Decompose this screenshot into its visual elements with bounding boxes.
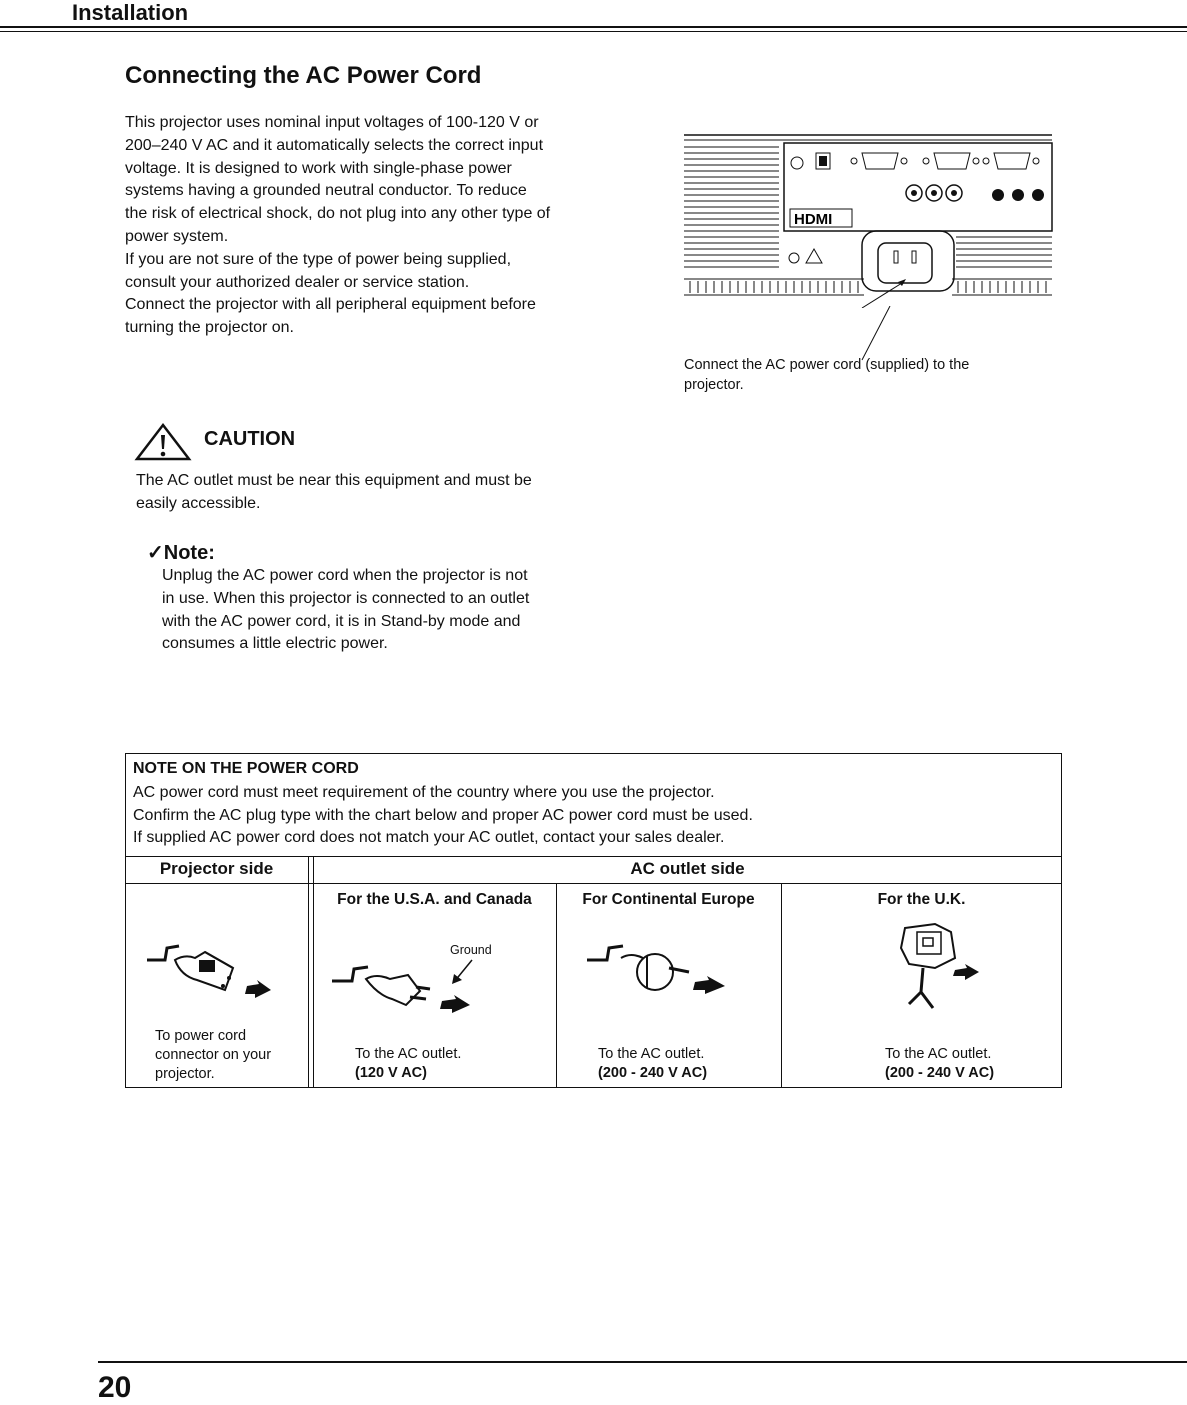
page-title: Connecting the AC Power Cord (125, 62, 482, 89)
region-header-usa-canada: For the U.S.A. and Canada (337, 891, 532, 908)
intro-line: This projector uses nominal input voltages of 100-120 V or (125, 114, 539, 131)
note-line: with the AC power cord, it is in Stand-by mode and (162, 612, 521, 630)
intro-paragraph (125, 112, 645, 340)
table-rule (781, 883, 782, 1088)
power-cord-note-heading: NOTE ON THE POWER CORD (133, 760, 359, 777)
caution-text (136, 470, 626, 516)
note-line: Unplug the AC power cord when the projector is not (162, 567, 528, 584)
usa-caption (355, 1045, 461, 1083)
region-header-uk: For the U.K. (877, 891, 966, 908)
voltage-label: (200 - 240 V AC) (885, 1065, 995, 1081)
caption-line: To the AC outlet. (598, 1046, 705, 1062)
intro-line: the risk of electrical shock, do not plug into any other type of (125, 205, 551, 223)
europe-caption (598, 1045, 707, 1083)
intro-line: systems having a grounded neutral conductor. To reduce (125, 182, 527, 200)
note-line: consumes a little electric power. (162, 635, 388, 653)
uk-caption (885, 1045, 994, 1083)
caution-title: CAUTION (204, 428, 296, 450)
intro-line: If you are not sure of the type of power being supplied, (125, 250, 512, 268)
intro-line: turning the projector on. (125, 319, 294, 337)
section-header: Installation (72, 0, 189, 25)
uk-plug-icon (895, 918, 985, 1018)
ground-pointer-arrow (448, 958, 478, 988)
power-cord-note-text (133, 782, 1053, 850)
table-rule (308, 856, 309, 1088)
column-header-ac-outlet-side: AC outlet side (630, 859, 745, 878)
caption-line: To the AC outlet. (885, 1046, 992, 1062)
caution-line: The AC outlet must be near this equipment and must be (136, 472, 532, 489)
note-title: ✓Note: (147, 542, 215, 564)
voltage-label: (120 V AC) (355, 1065, 427, 1081)
power-cord-note-line: If supplied AC power cord does not match your AC outlet, contact your sales dealer. (133, 829, 725, 846)
warning-triangle-icon (134, 422, 192, 462)
projector-rear-panel-illustration (684, 133, 1054, 308)
europe-plug-icon (585, 938, 735, 1003)
projector-side-caption (155, 1027, 271, 1084)
note-text (162, 565, 632, 656)
intro-line: 200–240 V AC and it automatically selects the correct input (125, 136, 544, 154)
footer-rule (98, 1361, 1187, 1363)
figure-caption (684, 355, 1034, 395)
hdmi-label: HDMI (794, 211, 833, 228)
intro-line: power system. (125, 227, 229, 245)
caution-line: easily accessible. (136, 494, 261, 512)
iec-connector-plug-icon (145, 938, 275, 1008)
caption-line: To the AC outlet. (355, 1046, 462, 1062)
caption-line: Connect the AC power cord (supplied) to the (684, 357, 970, 373)
power-cord-note-line: AC power cord must meet requirement of the country where you use the projector. (133, 784, 715, 801)
ground-label: Ground (450, 943, 492, 957)
intro-line: Connect the projector with all peripheral equipment before (125, 296, 536, 314)
table-rule (125, 883, 1062, 884)
intro-line: voltage. It is designed to work with single-phase power (125, 159, 512, 177)
caption-line: connector on your (155, 1047, 272, 1063)
table-rule (556, 883, 557, 1088)
region-header-continental-europe: For Continental Europe (582, 891, 755, 908)
page-number: 20 (98, 1371, 132, 1404)
caption-line: projector. (684, 377, 744, 393)
callout-leader-line (860, 306, 900, 362)
note-line: in use. When this projector is connected to an outlet (162, 589, 530, 607)
intro-line: consult your authorized dealer or service station. (125, 273, 470, 291)
header-rule-thin (0, 31, 1187, 32)
voltage-label: (200 - 240 V AC) (598, 1065, 708, 1081)
table-rule (125, 856, 1062, 857)
header-rule (0, 26, 1187, 28)
power-cord-note-line: Confirm the AC plug type with the chart below and proper AC power cord must be used. (133, 806, 753, 824)
caption-line: To power cord (155, 1028, 247, 1044)
caption-line: projector. (155, 1066, 215, 1082)
column-header-projector-side: Projector side (159, 859, 274, 878)
